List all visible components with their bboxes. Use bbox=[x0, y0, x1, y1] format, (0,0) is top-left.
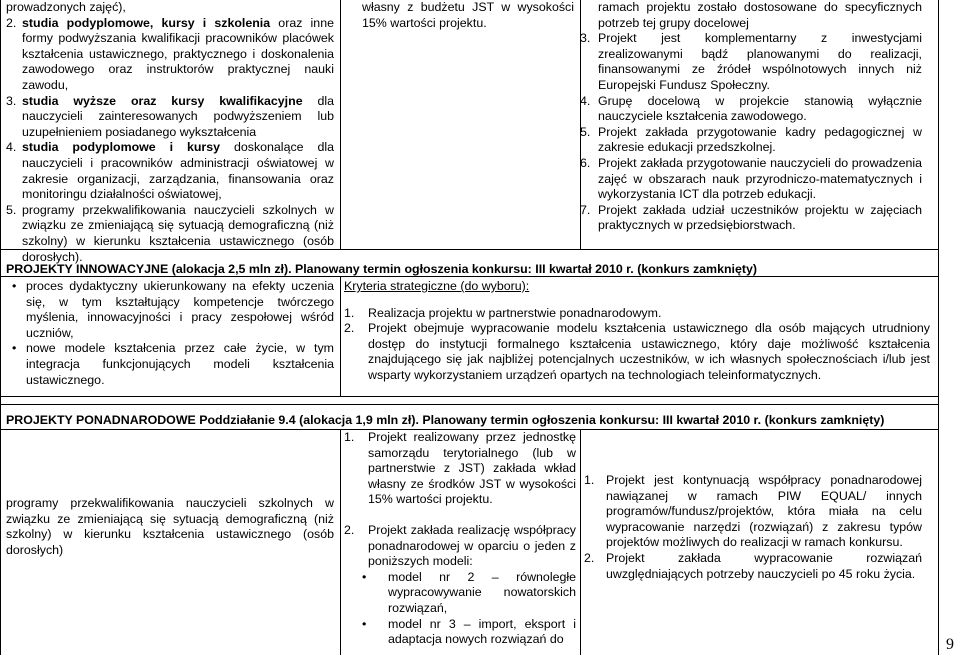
top-col3-item-5: 5. Projekt zakłada przygotowanie kadry pedagogicznej w zakresie edukacji przedszkolnej. bbox=[580, 124, 922, 155]
innov-bullet-1: • proces dydaktyczny ukierunkowany na efekty uczenia się, w tym kształtujący kompetencje twórczego myślenia, innowacyjności i pracy zespołowej wśród uczniów, bbox=[12, 279, 334, 340]
ponad-col-1 bbox=[6, 496, 334, 558]
ponad-col1-text: programy przekwalifikowania nauczycieli szkolnych w związku ze zmieniającą się sytuacją demograficzną (niż szkolny) w kierunku kształcenia ustawicznego (osób dorosłych) bbox=[6, 496, 334, 557]
ponad-model-2: • model nr 3 – import, eksport i adaptacja nowych rozwiązań do bbox=[362, 616, 576, 647]
spacer-right-border bbox=[938, 396, 939, 404]
ponad-col3-item-2: 2. Projekt zakłada wypracowanie rozwiązań uwzględniających potrzeby nauczycieli po 45 roku życia. bbox=[584, 550, 922, 581]
ponad-col2-item-2: 2. Projekt zakłada realizację współpracy ponadnarodowej w oparciu o jeden z poniższych modeli: bbox=[344, 522, 576, 569]
table-right-border-top bbox=[938, 0, 939, 249]
top-col3-item-7: 7. Projekt zakłada udział uczestników projektu w zajęciach praktycznych w przedsiębiorstwach. bbox=[580, 202, 922, 233]
bullet-icon: • bbox=[362, 569, 367, 584]
ponad-col-divider-1 bbox=[340, 429, 341, 655]
ponad-right-border bbox=[938, 404, 939, 655]
top-col1-item-3: 3. studia wyższe oraz kursy kwalifikacyjne dla nauczycieli zainteresowanych podwyższeniem lub uzupełnieniem posiadanego wykształcenia bbox=[6, 93, 335, 139]
table-left-border bbox=[0, 0, 1, 655]
bullet-icon: • bbox=[362, 616, 367, 631]
row-border-3 bbox=[0, 396, 939, 397]
row-border-4 bbox=[0, 404, 939, 405]
ponad-model-1: • model nr 2 – równoległe wypracowywanie nowatorskich rozwiązań, bbox=[362, 569, 576, 615]
ponad-header: PROJEKTY PONADNARODOWE Poddziałanie 9.4 (alokacja 1,9 mln zł). Planowany termin ogłoszenia konkursu: III kwartał 2010 r. (konkurs zamknięty) bbox=[6, 413, 885, 427]
top-col3-item-4: 4. Grupę docelową w projekcie stanowią wyłącznie nauczyciele kształcenia zawodowego. bbox=[580, 93, 922, 124]
top-col2-text: własny z budżetu JST w wysokości 15% wartości projektu. bbox=[362, 0, 574, 30]
innov-header: PROJEKTY INNOWACYJNE (alokacja 2,5 mln zł). Planowany termin ogłoszenia konkursu: III kwartał 2010 r. (konkurs zamknięty) bbox=[6, 262, 758, 276]
ponad-col-3 bbox=[584, 473, 922, 582]
top-col1-item-2: 2. studia podyplomowe, kursy i szkolenia oraz inne formy podwyższania kwalifikacji pracowników placówek kształcenia ustawicznego, praktycznego i doskonalenia zawodowego oraz instruktorów praktycznej nauki zawodu, bbox=[6, 15, 334, 92]
bullet-icon: • bbox=[12, 279, 17, 293]
ponad-col3-item-1: 1. Projekt jest kontynuacją współpracy ponadnarodowej nawiązanej w ramach PIW EQUAL/ innych programów/fundusz/projektów, która miała na celu wypracowanie narzędzi (rozwiązań) z zakresu typów projektów możliwych do realizacji w ramach konkursu. bbox=[584, 473, 922, 550]
innov-bullet-2: • nowe modele kształcenia przez całe życie, w tym integracja funkcjonujących modeli kształcenia ustawicznego. bbox=[12, 341, 334, 387]
innov-criteria-title: Kryteria strategiczne (do wyboru): bbox=[344, 279, 530, 293]
innov-criteria-item-2: 2. Projekt obejmuje wypracowanie modelu kształcenia ustawicznego dla osób mających utrudniony dostęp do instytucji formalnego kształcenia ustawicznego, który daje możliwość kształcenia znajdującego się jak najbliżej potencjalnych uczestników, w ich własnych społecznościach i/lub jest wsparty wykorzystaniem urządzeń opartych na technologiach teleinformatycznych. bbox=[344, 321, 930, 382]
innov-criteria-item-1: 1. Realizacja projektu w partnerstwie ponadnarodowym. bbox=[344, 305, 662, 320]
bullet-icon: • bbox=[12, 341, 17, 356]
page-number: 9 bbox=[946, 636, 954, 654]
top-col3-item-6: 6. Projekt zakłada przygotowanie nauczycieli do prowadzenia zajęć w obszarach nauk przyrodniczo-matematycznych i wykorzystania ICT dla potrzeb edukacji. bbox=[580, 155, 922, 202]
innov-col-1 bbox=[6, 279, 334, 388]
top-col-1 bbox=[6, 0, 334, 265]
ponad-col2-item-1: 1. Projekt realizowany przez jednostkę samorządu terytorialnego (lub w partnerstwie z JST) zakłada wkład własny ze środków JST w wysokości 15% wartości projektu. bbox=[344, 430, 576, 507]
innov-right-border bbox=[938, 249, 939, 396]
innov-col-divider bbox=[340, 276, 341, 396]
top-col-2 bbox=[362, 0, 574, 31]
innov-col-2 bbox=[344, 279, 930, 384]
top-col1-item-4: 4. studia podyplomowe i kursy doskonalące dla nauczycieli i pracowników administracji oświatowej w zakresie organizacji, zarządzania, finansowania oraz monitoringu działalności oświatowej, bbox=[6, 140, 334, 202]
top-col-3 bbox=[580, 0, 922, 234]
top-col1-item-0: prowadzonych zajęć), bbox=[6, 0, 126, 14]
top-col3-item-3: 3. Projekt jest komplementarny z inwestycjami zrealizowanymi bądź planowanymi do realizacji, finansowanymi ze źródeł wspólnotowych innych niż Europejski Fundusz Społeczny. bbox=[580, 31, 922, 92]
top-col3-item-0: ramach projektu zostało dostosowane do specyficznych potrzeb tej grupy docelowej bbox=[598, 0, 922, 30]
ponad-col-2 bbox=[344, 430, 576, 648]
ponad-col-divider-2 bbox=[580, 429, 581, 655]
top-col-divider-1 bbox=[340, 0, 341, 249]
top-col1-item-5: 5. programy przekwalifikowania nauczycieli szkolnych w związku ze zmieniającą się sytuacją demograficzną (niż szkolny) w kierunku kształcenia ustawicznego (osób dorosłych). bbox=[6, 202, 334, 264]
